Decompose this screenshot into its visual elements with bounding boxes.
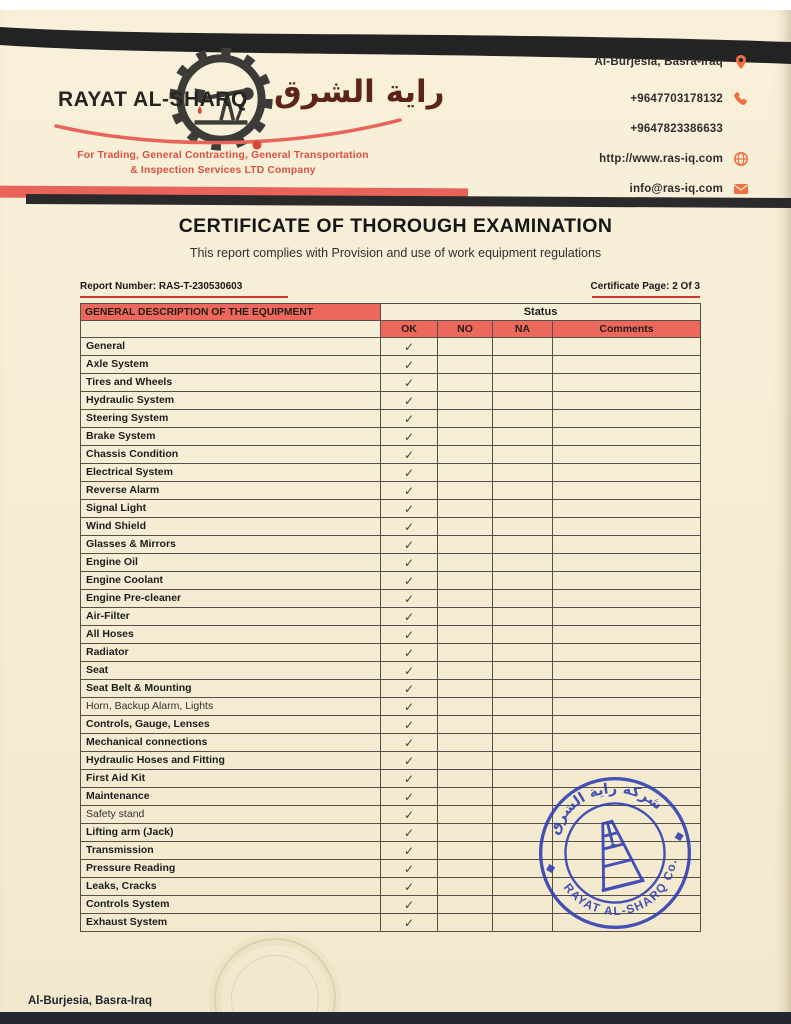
status-ok-cell: ✓ bbox=[381, 500, 438, 518]
status-ok-cell: ✓ bbox=[381, 770, 438, 788]
contact-item bbox=[500, 84, 750, 114]
status-ok-cell: ✓ bbox=[381, 878, 438, 896]
table-row bbox=[81, 518, 701, 536]
equipment-label: Brake System bbox=[81, 428, 381, 446]
status-no-cell bbox=[438, 896, 493, 914]
status-na-cell bbox=[493, 914, 553, 932]
status-no-cell bbox=[438, 392, 493, 410]
comments-cell bbox=[553, 554, 701, 572]
status-no-cell bbox=[438, 788, 493, 806]
status-no-cell bbox=[438, 536, 493, 554]
col-header-ok: OK bbox=[381, 321, 438, 338]
status-na-cell bbox=[493, 428, 553, 446]
status-na-cell bbox=[493, 392, 553, 410]
comments-cell bbox=[553, 716, 701, 734]
status-ok-cell: ✓ bbox=[381, 680, 438, 698]
equipment-label: Electrical System bbox=[81, 464, 381, 482]
comments-cell bbox=[553, 590, 701, 608]
equipment-label: Engine Oil bbox=[81, 554, 381, 572]
status-ok-cell: ✓ bbox=[381, 392, 438, 410]
comments-cell bbox=[553, 536, 701, 554]
status-ok-cell: ✓ bbox=[381, 446, 438, 464]
table-header-row bbox=[81, 304, 701, 321]
footer-address: Al-Burjesia, Basra-Iraq bbox=[28, 995, 152, 1007]
status-header: Status bbox=[381, 304, 701, 321]
equipment-label: Seat Belt & Mounting bbox=[81, 680, 381, 698]
col-header-comments: Comments bbox=[553, 321, 701, 338]
report-info-row bbox=[80, 281, 700, 292]
status-no-cell bbox=[438, 698, 493, 716]
status-ok-cell: ✓ bbox=[381, 518, 438, 536]
status-na-cell bbox=[493, 554, 553, 572]
table-row bbox=[81, 446, 701, 464]
equipment-label: Steering System bbox=[81, 410, 381, 428]
status-ok-cell: ✓ bbox=[381, 428, 438, 446]
table-row bbox=[81, 464, 701, 482]
stamp-derrick-icon bbox=[586, 817, 644, 890]
globe-icon bbox=[732, 150, 750, 168]
status-ok-cell: ✓ bbox=[381, 842, 438, 860]
status-ok-cell: ✓ bbox=[381, 824, 438, 842]
status-na-cell bbox=[493, 446, 553, 464]
status-na-cell bbox=[493, 518, 553, 536]
contact-item bbox=[500, 144, 750, 174]
table-subheader-row bbox=[81, 321, 701, 338]
equipment-label: Hydraulic Hoses and Fitting bbox=[81, 752, 381, 770]
status-na-cell bbox=[493, 716, 553, 734]
status-no-cell bbox=[438, 806, 493, 824]
table-row bbox=[81, 590, 701, 608]
status-ok-cell: ✓ bbox=[381, 662, 438, 680]
status-no-cell bbox=[438, 914, 493, 932]
report-number bbox=[80, 281, 242, 292]
comments-cell bbox=[553, 644, 701, 662]
status-no-cell bbox=[438, 554, 493, 572]
status-na-cell bbox=[493, 590, 553, 608]
status-no-cell bbox=[438, 518, 493, 536]
status-no-cell bbox=[438, 842, 493, 860]
equipment-label: Air-Filter bbox=[81, 608, 381, 626]
table-row bbox=[81, 752, 701, 770]
equipment-label: Seat bbox=[81, 662, 381, 680]
comments-cell bbox=[553, 608, 701, 626]
status-na-cell bbox=[493, 608, 553, 626]
location-icon bbox=[732, 53, 750, 71]
status-na-cell bbox=[493, 734, 553, 752]
table-row bbox=[81, 392, 701, 410]
status-ok-cell: ✓ bbox=[381, 536, 438, 554]
status-no-cell bbox=[438, 410, 493, 428]
equipment-label: Maintenance bbox=[81, 788, 381, 806]
certificate-title: CERTIFICATE OF THOROUGH EXAMINATION bbox=[178, 215, 613, 237]
status-ok-cell: ✓ bbox=[381, 356, 438, 374]
comments-cell bbox=[553, 500, 701, 518]
status-no-cell bbox=[438, 428, 493, 446]
status-na-cell bbox=[493, 626, 553, 644]
status-no-cell bbox=[438, 464, 493, 482]
comments-cell bbox=[553, 680, 701, 698]
status-na-cell bbox=[493, 464, 553, 482]
status-na-cell bbox=[493, 482, 553, 500]
comments-cell bbox=[553, 734, 701, 752]
status-no-cell bbox=[438, 590, 493, 608]
equipment-label: Lifting arm (Jack) bbox=[81, 824, 381, 842]
tagline-line-2: & Inspection Services LTD Company bbox=[130, 165, 316, 176]
comments-cell bbox=[553, 698, 701, 716]
status-no-cell bbox=[438, 374, 493, 392]
company-tagline bbox=[40, 148, 406, 178]
status-no-cell bbox=[438, 716, 493, 734]
col-header-no: NO bbox=[438, 321, 493, 338]
status-no-cell bbox=[438, 734, 493, 752]
table-row bbox=[81, 428, 701, 446]
table-row bbox=[81, 608, 701, 626]
status-ok-cell: ✓ bbox=[381, 554, 438, 572]
equipment-label: General bbox=[81, 338, 381, 356]
status-na-cell bbox=[493, 338, 553, 356]
status-ok-cell: ✓ bbox=[381, 626, 438, 644]
table-row bbox=[81, 482, 701, 500]
equipment-label: First Aid Kit bbox=[81, 770, 381, 788]
blank-header-cell bbox=[81, 321, 381, 338]
status-no-cell bbox=[438, 752, 493, 770]
status-ok-cell: ✓ bbox=[381, 338, 438, 356]
contact-text: info@ras-iq.com bbox=[629, 183, 723, 195]
status-na-cell bbox=[493, 374, 553, 392]
contact-text: +9647703178132 bbox=[630, 93, 723, 105]
contact-item bbox=[500, 114, 750, 144]
table-row bbox=[81, 626, 701, 644]
status-no-cell bbox=[438, 446, 493, 464]
report-number-label: Report Number: bbox=[80, 281, 157, 292]
certificate-page-label: Certificate Page: 2 Of 3 bbox=[590, 281, 700, 292]
table-row bbox=[81, 554, 701, 572]
phone-icon bbox=[732, 90, 750, 108]
comments-cell bbox=[553, 446, 701, 464]
contact-item bbox=[500, 47, 750, 77]
status-na-cell bbox=[493, 536, 553, 554]
col-header-na: NA bbox=[493, 321, 553, 338]
report-number-value: RAS-T-230530603 bbox=[158, 281, 243, 292]
equipment-label: Safety stand bbox=[81, 806, 381, 824]
equipment-label: Engine Coolant bbox=[81, 572, 381, 590]
table-row bbox=[81, 734, 701, 752]
bottom-band bbox=[0, 1012, 791, 1024]
status-ok-cell: ✓ bbox=[381, 914, 438, 932]
equipment-label: Controls, Gauge, Lenses bbox=[81, 716, 381, 734]
equipment-label: Wind Shield bbox=[81, 518, 381, 536]
table-row bbox=[81, 356, 701, 374]
comments-cell bbox=[553, 626, 701, 644]
contact-text: http://www.ras-iq.com bbox=[599, 153, 723, 165]
certificate-page-underline bbox=[592, 296, 700, 298]
status-na-cell bbox=[493, 662, 553, 680]
equipment-label: Transmission bbox=[81, 842, 381, 860]
status-no-cell bbox=[438, 608, 493, 626]
equipment-label: Chassis Condition bbox=[81, 446, 381, 464]
status-ok-cell: ✓ bbox=[381, 464, 438, 482]
equipment-label: Horn, Backup Alarm, Lights bbox=[81, 698, 381, 716]
comments-cell bbox=[553, 374, 701, 392]
status-ok-cell: ✓ bbox=[381, 410, 438, 428]
description-header: GENERAL DESCRIPTION OF THE EQUIPMENT bbox=[81, 304, 381, 321]
company-logo bbox=[40, 44, 450, 156]
status-ok-cell: ✓ bbox=[381, 716, 438, 734]
status-no-cell bbox=[438, 680, 493, 698]
comments-cell bbox=[553, 410, 701, 428]
comments-cell bbox=[553, 662, 701, 680]
equipment-label: Reverse Alarm bbox=[81, 482, 381, 500]
table-row bbox=[81, 698, 701, 716]
status-ok-cell: ✓ bbox=[381, 860, 438, 878]
report-number-underline bbox=[80, 296, 288, 298]
envelope-icon bbox=[732, 180, 750, 198]
stamp-top-text: شركة راية الشرق bbox=[546, 780, 666, 837]
table-row bbox=[81, 680, 701, 698]
equipment-label: Exhaust System bbox=[81, 914, 381, 932]
table-row bbox=[81, 662, 701, 680]
status-no-cell bbox=[438, 500, 493, 518]
status-no-cell bbox=[438, 770, 493, 788]
status-na-cell bbox=[493, 770, 553, 788]
comments-cell bbox=[553, 482, 701, 500]
equipment-label: Signal Light bbox=[81, 500, 381, 518]
status-no-cell bbox=[438, 644, 493, 662]
status-ok-cell: ✓ bbox=[381, 644, 438, 662]
equipment-label: Engine Pre-cleaner bbox=[81, 590, 381, 608]
status-ok-cell: ✓ bbox=[381, 482, 438, 500]
status-no-cell bbox=[438, 356, 493, 374]
status-no-cell bbox=[438, 626, 493, 644]
equipment-label: Leaks, Cracks bbox=[81, 878, 381, 896]
comments-cell bbox=[553, 464, 701, 482]
brand-name-ar: راية الشرق bbox=[274, 74, 445, 110]
status-ok-cell: ✓ bbox=[381, 896, 438, 914]
status-na-cell bbox=[493, 644, 553, 662]
table-row bbox=[81, 374, 701, 392]
certificate-subtitle: This report complies with Provision and use of work equipment regulations bbox=[189, 246, 602, 260]
status-no-cell bbox=[438, 338, 493, 356]
status-ok-cell: ✓ bbox=[381, 572, 438, 590]
table-row bbox=[81, 338, 701, 356]
status-no-cell bbox=[438, 878, 493, 896]
equipment-label: Tires and Wheels bbox=[81, 374, 381, 392]
comments-cell bbox=[553, 572, 701, 590]
equipment-label: Hydraulic System bbox=[81, 392, 381, 410]
status-ok-cell: ✓ bbox=[381, 608, 438, 626]
status-na-cell bbox=[493, 500, 553, 518]
equipment-label: Controls System bbox=[81, 896, 381, 914]
status-ok-cell: ✓ bbox=[381, 788, 438, 806]
table-row bbox=[81, 644, 701, 662]
status-na-cell bbox=[493, 698, 553, 716]
equipment-label: Glasses & Mirrors bbox=[81, 536, 381, 554]
equipment-label: Mechanical connections bbox=[81, 734, 381, 752]
tagline-line-1: For Trading, General Contracting, General Transportation bbox=[77, 150, 369, 161]
table-row bbox=[81, 536, 701, 554]
status-no-cell bbox=[438, 860, 493, 878]
status-ok-cell: ✓ bbox=[381, 806, 438, 824]
table-row bbox=[81, 716, 701, 734]
comments-cell bbox=[553, 518, 701, 536]
status-ok-cell: ✓ bbox=[381, 590, 438, 608]
equipment-label: All Hoses bbox=[81, 626, 381, 644]
status-na-cell bbox=[493, 572, 553, 590]
status-na-cell bbox=[493, 356, 553, 374]
status-na-cell bbox=[493, 680, 553, 698]
status-no-cell bbox=[438, 482, 493, 500]
equipment-label: Radiator bbox=[81, 644, 381, 662]
status-no-cell bbox=[438, 662, 493, 680]
comments-cell bbox=[553, 338, 701, 356]
status-no-cell bbox=[438, 572, 493, 590]
status-ok-cell: ✓ bbox=[381, 734, 438, 752]
status-ok-cell: ✓ bbox=[381, 374, 438, 392]
brand-name-en: RAYAT AL-SHARQ bbox=[58, 88, 248, 111]
status-na-cell bbox=[493, 752, 553, 770]
contact-text: Al-Burjesia, Basra-Iraq bbox=[594, 56, 723, 68]
status-no-cell bbox=[438, 824, 493, 842]
comments-cell bbox=[553, 428, 701, 446]
equipment-label: Axle System bbox=[81, 356, 381, 374]
comments-cell bbox=[553, 356, 701, 374]
status-na-cell bbox=[493, 410, 553, 428]
contact-list bbox=[500, 47, 750, 204]
table-row bbox=[81, 500, 701, 518]
table-row bbox=[81, 410, 701, 428]
comments-cell bbox=[553, 392, 701, 410]
status-ok-cell: ✓ bbox=[381, 752, 438, 770]
stamp-bottom-text: RAYAT AL-SHARQ Co. bbox=[560, 857, 680, 919]
table-row bbox=[81, 572, 701, 590]
equipment-label: Pressure Reading bbox=[81, 860, 381, 878]
contact-text: +9647823386633 bbox=[630, 123, 723, 135]
status-ok-cell: ✓ bbox=[381, 698, 438, 716]
